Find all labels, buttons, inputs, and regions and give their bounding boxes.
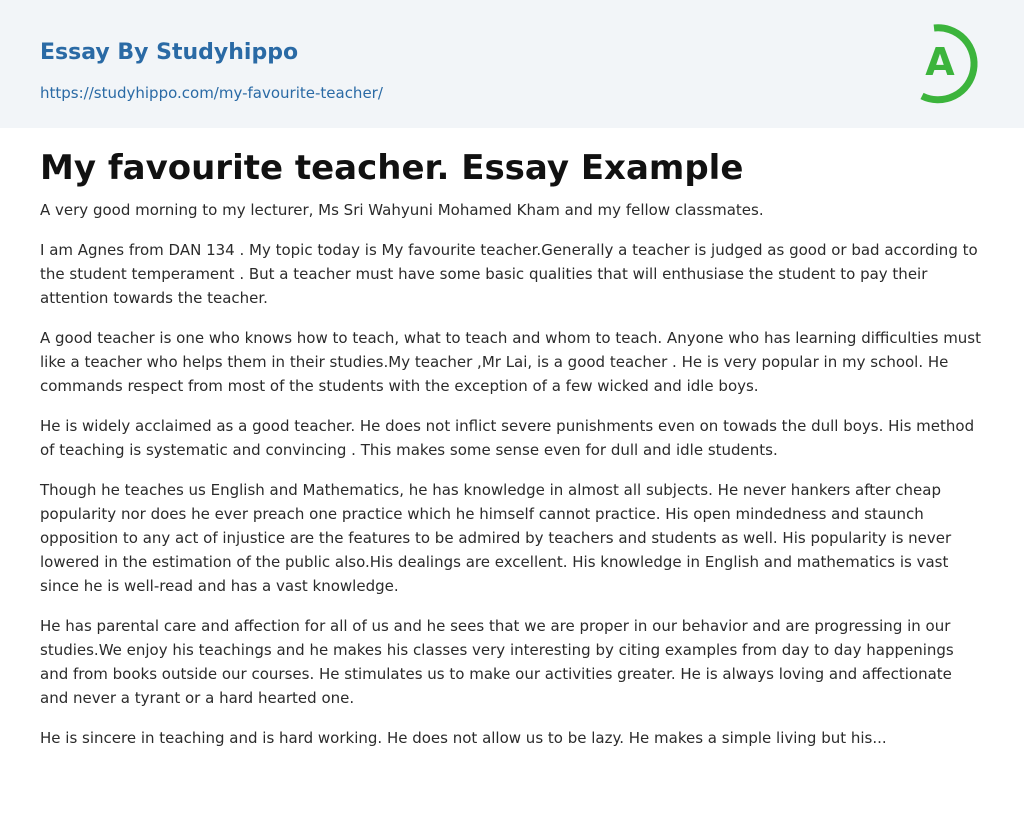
article-paragraph: A very good morning to my lecturer, Ms Sri Wahyuni Mohamed Kham and my fellow classmates. — [40, 201, 764, 219]
site-brand[interactable]: Essay By Studyhippo — [40, 40, 299, 65]
article-paragraph: I am Agnes from DAN 134 . My topic today is My favourite teacher.Generally a teacher is judged as good or bad according to the student temperament . But a teacher must have some basic qualities that will enthusiase the student to pay their attention towards the teacher. — [40, 241, 978, 307]
page-url-link[interactable]: https://studyhippo.com/my-favourite-teacher/ — [40, 84, 383, 102]
studyhippo-logo-icon[interactable] — [906, 18, 988, 106]
article-title: My favourite teacher. Essay Example — [40, 148, 744, 188]
article-paragraph: Though he teaches us English and Mathematics, he has knowledge in almost all subjects. He never hankers after cheap popularity nor does he ever preach one practice which he himself cannot practice. His open mindedness and staunch opposition to any act of injustice are the features to be admired by teachers and students as well. His popularity is never lowered in the estimation of the public also.His dealings are excellent. His knowledge in English and mathematics is vast since he is well-read and has a vast knowledge. — [40, 481, 952, 595]
article-paragraph: He is widely acclaimed as a good teacher. He does not inflict severe punishments even on towads the dull boys. His method of teaching is systematic and convincing . This makes some sense even for dull and idle students. — [40, 417, 975, 459]
article-paragraph: A good teacher is one who knows how to teach, what to teach and whom to teach. Anyone who has learning difficulties must like a teacher who helps them in their studies.My teacher ,Mr Lai, is a good teacher . He is very popular in my school. He commands respect from most of the students with the exception of a few wicked and idle boys. — [40, 329, 982, 395]
logo-letter: A — [925, 40, 955, 84]
article-paragraph: He has parental care and affection for all of us and he sees that we are proper in our behavior and are progressing in our studies.We enjoy his teachings and he makes his classes very interesting by citing examples from day to day happenings and from books outside our courses. He stimulates us to make our activities greater. He is always loving and affectionate and never a tyrant or a hard hearted one. — [40, 617, 954, 707]
article-paragraph: He is sincere in teaching and is hard working. He does not allow us to be lazy. He makes a simple living but his... — [40, 729, 887, 747]
article — [40, 140, 984, 766]
site-header — [0, 0, 1024, 128]
